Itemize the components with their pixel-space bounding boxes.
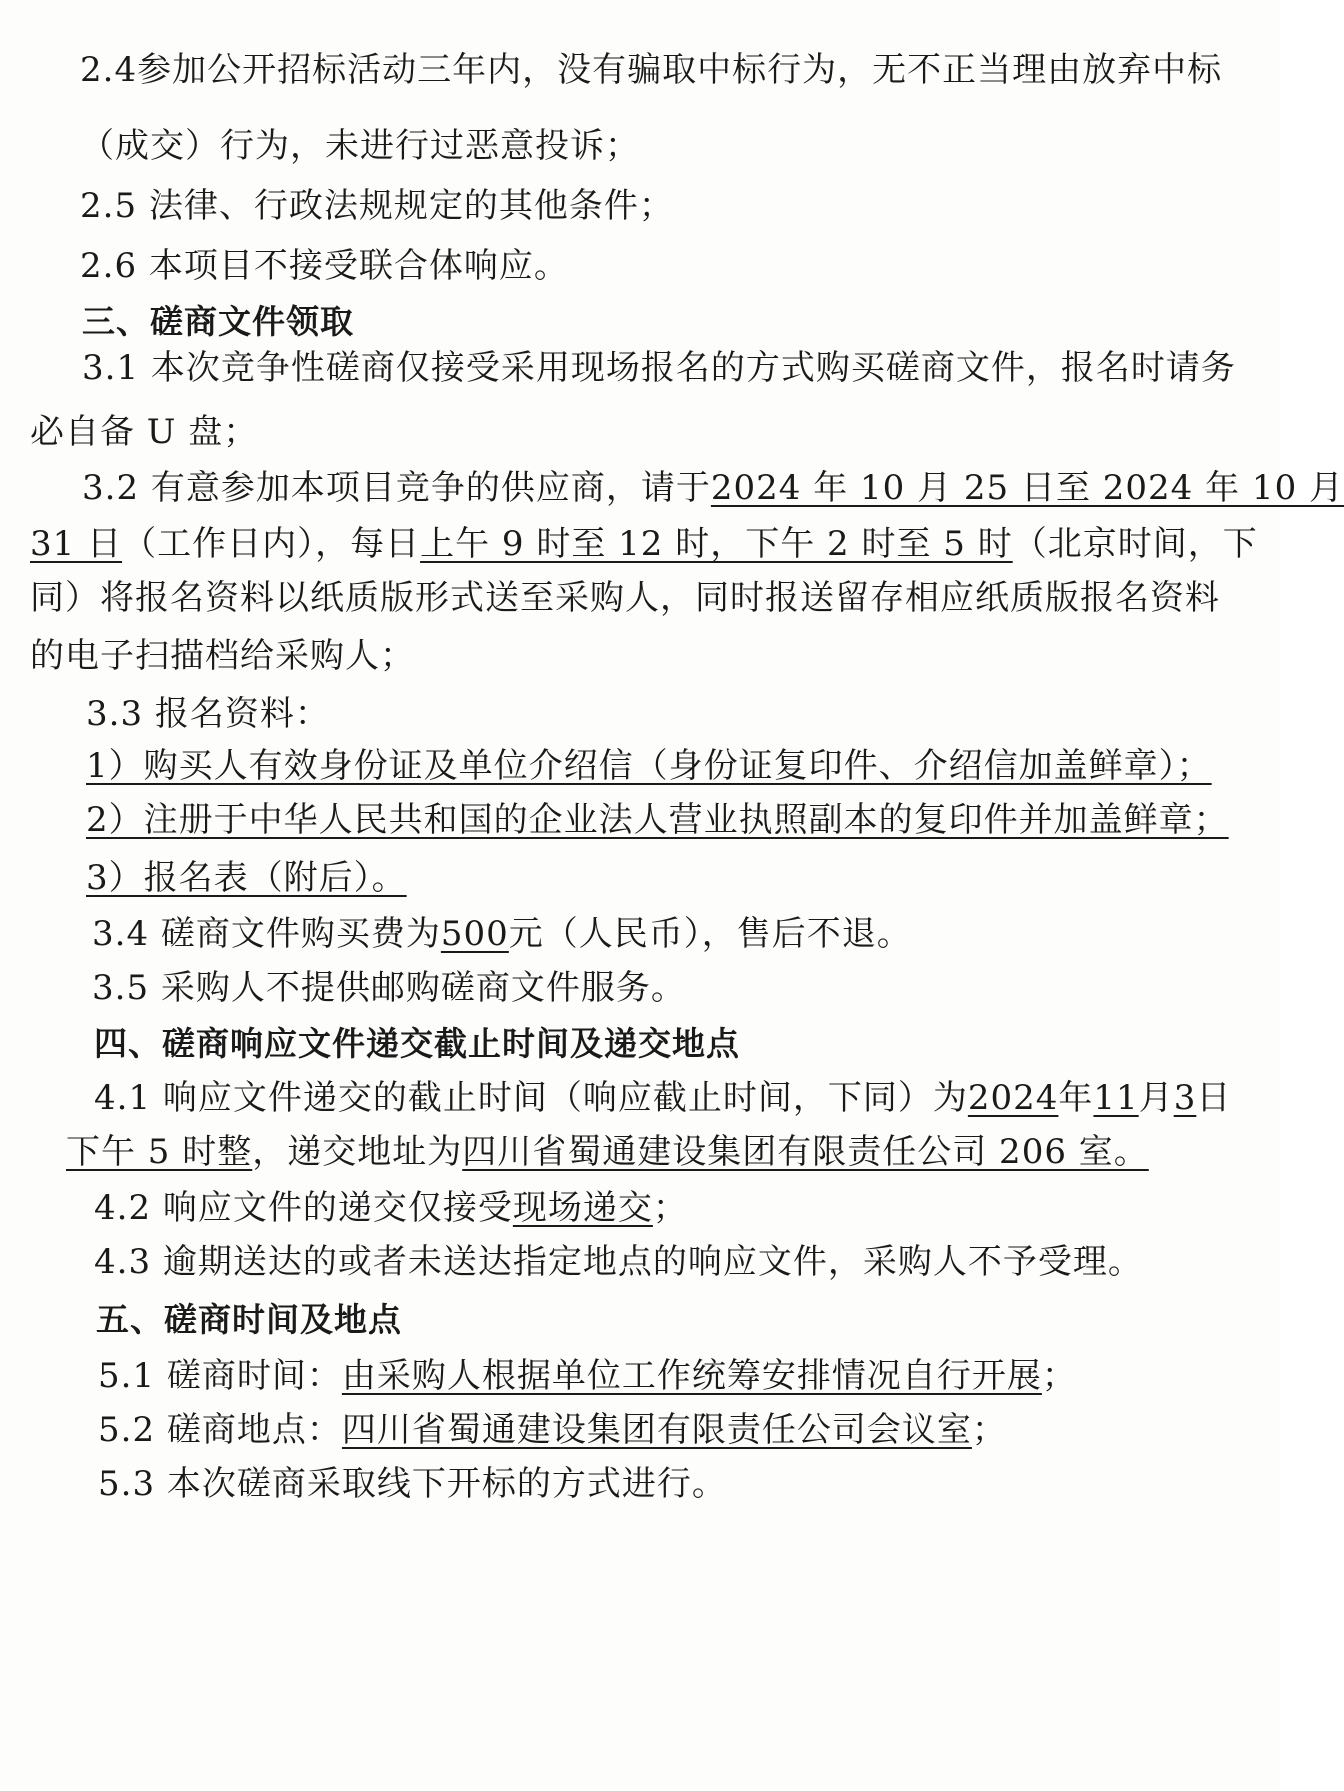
section-4-heading: 四、磋商响应文件递交截止时间及递交地点 bbox=[94, 1024, 740, 1063]
submission-method: 现场递交 bbox=[512, 1188, 653, 1228]
clause-4-1-line-1 bbox=[94, 1076, 1231, 1120]
consultation-time: 由采购人根据单位工作统筹安排情况自行开展 bbox=[341, 1356, 1042, 1396]
address-label: ，递交地址为 bbox=[252, 1132, 463, 1172]
clause-3-2-text: 3.2 有意参加本项目竞争的供应商，请于 bbox=[82, 468, 711, 508]
clause-5-1-end: ； bbox=[1041, 1356, 1077, 1396]
year-char: 年 bbox=[1058, 1078, 1094, 1118]
deadline-month: 11 bbox=[1093, 1078, 1139, 1118]
document-fee: 500 bbox=[440, 914, 509, 954]
clause-2-4-line-2: （成交）行为，未进行过恶意投诉； bbox=[80, 126, 640, 166]
required-document-2: 2）注册于中华人民共和国的企业法人营业执照副本的复印件并加盖鲜章； bbox=[86, 800, 1229, 840]
deadline-year: 2024 bbox=[967, 1078, 1059, 1118]
clause-5-2-label: 5.2 磋商地点： bbox=[98, 1410, 342, 1450]
registration-end-day: 31 日 bbox=[30, 524, 123, 564]
clause-3-1-line-1: 3.1 本次竞争性磋商仅接受采用现场报名的方式购买磋商文件，报名时请务 bbox=[82, 348, 1236, 388]
beijing-time-note: （北京时间，下 bbox=[1012, 524, 1258, 564]
clause-2-4-line-1: 2.4参加公开招标活动三年内，没有骗取中标行为，无不正当理由放弃中标 bbox=[80, 50, 1223, 90]
section-5-heading: 五、磋商时间及地点 bbox=[96, 1300, 402, 1339]
month-char: 月 bbox=[1138, 1078, 1174, 1118]
clause-3-4-text: 3.4 磋商文件购买费为 bbox=[92, 914, 441, 954]
clause-5-3: 5.3 本次磋商采取线下开标的方式进行。 bbox=[98, 1464, 727, 1504]
clause-4-2 bbox=[94, 1186, 688, 1230]
deadline-day: 3 bbox=[1173, 1078, 1197, 1118]
clause-5-1-label: 5.1 磋商时间： bbox=[98, 1356, 342, 1396]
day-char: 日 bbox=[1196, 1078, 1232, 1118]
submission-address: 四川省蜀通建设集团有限责任公司 206 室。 bbox=[462, 1132, 1149, 1172]
clause-4-2-end: ； bbox=[652, 1188, 688, 1228]
registration-hours: 上午 9 时至 12 时，下午 2 时至 5 时 bbox=[420, 524, 1013, 564]
deadline-time: 下午 5 时整 bbox=[66, 1132, 253, 1172]
clause-3-4 bbox=[92, 912, 912, 956]
clause-4-1-text: 4.1 响应文件递交的截止时间（响应截止时间，下同）为 bbox=[94, 1078, 968, 1118]
clause-5-2-end: ； bbox=[971, 1410, 1007, 1450]
clause-3-1-line-2: 必自备 U 盘； bbox=[30, 412, 259, 452]
clause-4-1-line-2 bbox=[66, 1130, 1149, 1174]
required-document-1: 1）购买人有效身份证及单位介绍信（身份证复印件、介绍信加盖鲜章）； bbox=[86, 746, 1212, 786]
clause-3-2-line-4: 的电子扫描档给采购人； bbox=[30, 636, 415, 676]
clause-2-6: 2.6 本项目不接受联合体响应。 bbox=[80, 246, 569, 286]
clause-4-2-text: 4.2 响应文件的递交仅接受 bbox=[94, 1188, 513, 1228]
clause-2-5: 2.5 法律、行政法规规定的其他条件； bbox=[80, 186, 674, 226]
clause-3-2-line-3: 同）将报名资料以纸质版形式送至采购人，同时报送留存相应纸质版报名资料 bbox=[30, 578, 1220, 618]
workday-note: （工作日内），每日 bbox=[122, 524, 421, 564]
consultation-location: 四川省蜀通建设集团有限责任公司会议室 bbox=[341, 1410, 972, 1450]
required-document-3: 3）报名表（附后）。 bbox=[86, 858, 407, 898]
section-3-heading: 三、磋商文件领取 bbox=[82, 302, 354, 341]
clause-3-2-line-2 bbox=[30, 522, 1258, 566]
clause-4-3: 4.3 逾期送达的或者未送达指定地点的响应文件，采购人不予受理。 bbox=[94, 1242, 1143, 1282]
clause-3-2-line-1 bbox=[82, 466, 1344, 510]
clause-3-5: 3.5 采购人不提供邮购磋商文件服务。 bbox=[92, 968, 686, 1008]
clause-5-2 bbox=[98, 1408, 1007, 1452]
fee-currency-note: 元（人民币），售后不退。 bbox=[508, 914, 912, 954]
registration-date-range: 2024 年 10 月 25 日至 2024 年 10 月 bbox=[710, 468, 1344, 508]
clause-5-1 bbox=[98, 1354, 1077, 1398]
clause-3-3: 3.3 报名资料： bbox=[86, 694, 330, 734]
